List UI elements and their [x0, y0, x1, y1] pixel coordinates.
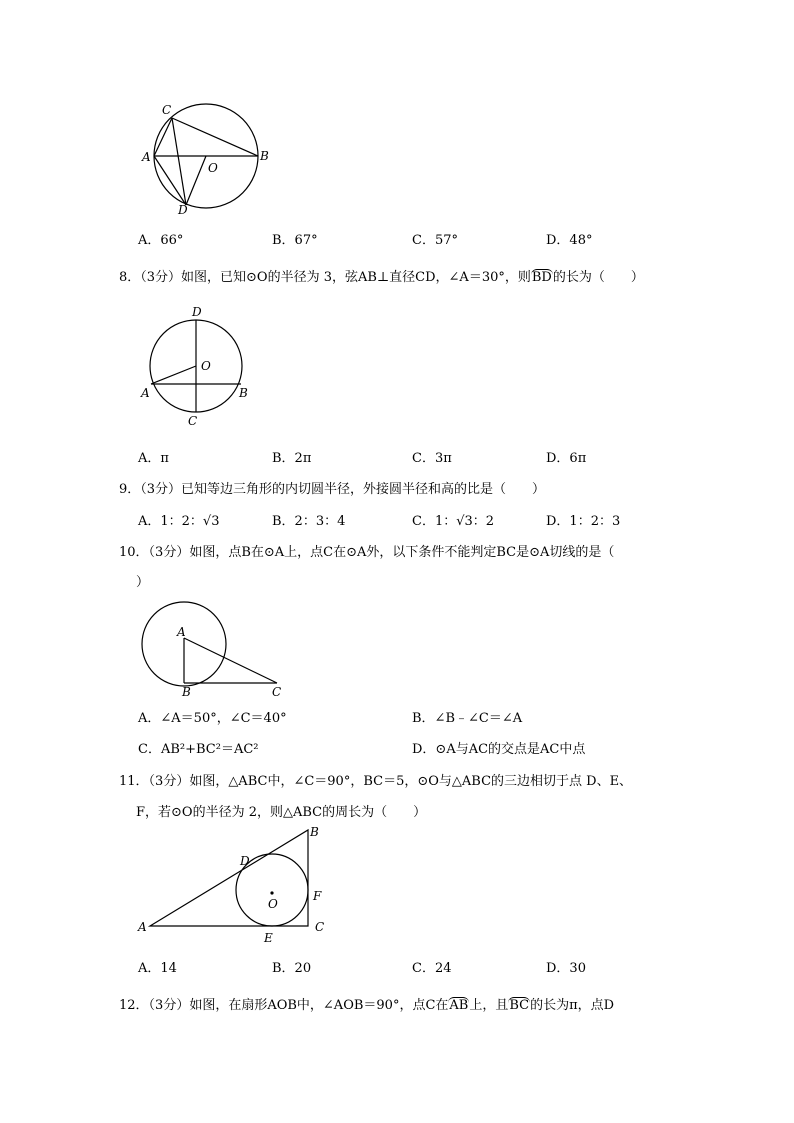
q8-label-b: B — [239, 386, 248, 400]
q8-arc-bd: BD — [531, 270, 552, 285]
q7-chord-ad — [154, 156, 186, 205]
q11-option-a[interactable]: A．14 — [138, 961, 177, 976]
q9-option-a[interactable]: A．1：2：√3 — [138, 514, 220, 529]
q9-question-text: 9．（3分）已知等边三角形的内切圆半径，外接圆半径和高的比是（ ） — [119, 482, 546, 497]
q8-circle-figure — [135, 300, 265, 430]
q11-label-c: C — [315, 920, 325, 934]
q11-option-b[interactable]: B．20 — [272, 961, 312, 976]
q7-radius-od — [186, 156, 206, 205]
q12-text-suffix: 的长为π，点D — [530, 998, 615, 1013]
q8-label-o: O — [201, 359, 211, 373]
q12-question-text — [119, 994, 614, 1013]
q7-label-o: O — [208, 161, 218, 175]
q7-label-a: A — [142, 150, 151, 164]
q12-arc-ab: AB — [449, 998, 469, 1013]
q8-text-suffix: 的长为（ ） — [552, 270, 644, 285]
q10-option-b[interactable]: B．∠B﹣∠C＝∠A — [412, 711, 523, 726]
q12-text-prefix: 12．（3分）如图，在扇形AOB中，∠AOB＝90°，点C在 — [119, 998, 449, 1013]
q7-option-b[interactable]: B．67° — [272, 233, 318, 248]
q7-option-c[interactable]: C．57° — [412, 233, 458, 248]
q11-triangle-figure — [130, 820, 340, 950]
q11-label-o: O — [268, 897, 278, 911]
q7-label-b: B — [260, 149, 269, 163]
q10-option-d[interactable]: D．⊙A与AC的交点是AC中点 — [412, 742, 586, 757]
q11-label-d: D — [240, 854, 250, 868]
q8-label-a: A — [141, 386, 150, 400]
q8-label-c: C — [188, 414, 198, 428]
q7-chord-cd — [172, 118, 186, 205]
q10-label-b: B — [182, 685, 191, 699]
q10-label-c: C — [272, 685, 282, 699]
q11-label-e: E — [264, 931, 273, 945]
q7-circle-figure — [130, 100, 290, 220]
q10-label-a: A — [177, 625, 186, 639]
q10-option-c[interactable]: C．AB²+BC²＝AC² — [138, 742, 259, 757]
q12-arc-bc: BC — [509, 998, 530, 1013]
q9-option-c[interactable]: C．1：√3：2 — [412, 514, 495, 529]
q12-text-mid: 上，且 — [469, 998, 509, 1013]
q7-chord-ca — [154, 118, 172, 156]
q10-question-line1: 10．（3分）如图，点B在⊙A上，点C在⊙A外，以下条件不能判定BC是⊙A切线的是（ — [119, 545, 615, 560]
q11-triangle-abc — [150, 830, 308, 926]
q11-center-dot — [270, 891, 273, 894]
q8-radius-oa — [151, 366, 196, 384]
q8-option-a[interactable]: A．π — [138, 451, 169, 466]
q10-option-a[interactable]: A．∠A＝50°，∠C＝40° — [138, 711, 287, 726]
q11-option-d[interactable]: D．30 — [546, 961, 586, 976]
q11-question-line1: 11．（3分）如图，△ABC中，∠C＝90°，BC＝5，⊙O与△ABC的三边相切于点 D、E、 — [119, 774, 633, 789]
q8-option-b[interactable]: B．2π — [272, 451, 312, 466]
q11-label-f: F — [313, 889, 322, 903]
q8-question-text — [119, 266, 644, 285]
q9-option-b[interactable]: B．2：3：4 — [272, 514, 346, 529]
q7-label-d: D — [178, 203, 188, 217]
q8-option-d[interactable]: D．6π — [546, 451, 587, 466]
q10-line-ac — [184, 638, 277, 683]
q7-chord-cb — [172, 118, 258, 156]
q11-option-c[interactable]: C．24 — [412, 961, 452, 976]
q11-label-b: B — [310, 825, 319, 839]
q8-option-c[interactable]: C．3π — [412, 451, 452, 466]
q7-option-a[interactable]: A．66° — [138, 233, 184, 248]
q11-label-a: A — [138, 920, 147, 934]
q10-question-line2: ） — [136, 575, 150, 590]
q11-question-line2: F，若⊙O的半径为 2，则△ABC的周长为（ ） — [136, 805, 427, 820]
q9-option-d[interactable]: D．1：2：3 — [546, 514, 621, 529]
q8-text-prefix: 8．（3分）如图，已知⊙O的半径为 3，弦AB⊥直径CD，∠A＝30°，则 — [119, 270, 531, 285]
q7-option-d[interactable]: D．48° — [546, 233, 593, 248]
q7-label-c: C — [162, 103, 172, 117]
q10-circle-figure — [135, 598, 295, 708]
q8-label-d: D — [192, 305, 202, 319]
